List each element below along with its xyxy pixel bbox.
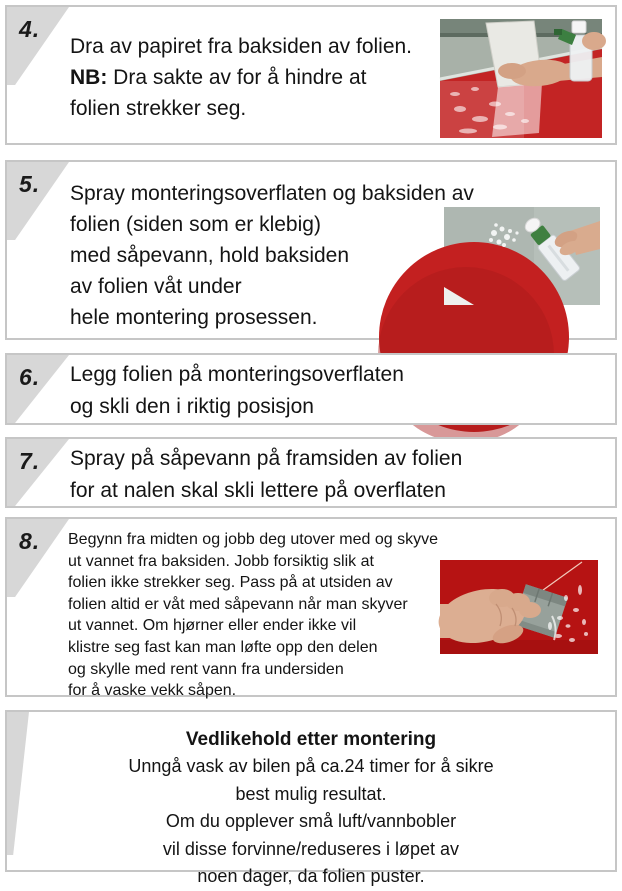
maintenance-line: vil disse forvinne/reduseres i løpet av (162, 838, 460, 859)
maintenance-line: noen dager, da folien puster. (197, 866, 425, 886)
step-5-photo-spraying-fender (444, 207, 600, 305)
step-8-number: 8. (19, 528, 41, 554)
maintenance-box (5, 710, 617, 886)
step-5-line: Spray monteringsoverflaten og baksiden av (70, 182, 474, 205)
step-5-line: folien (siden som er klebig) (70, 213, 321, 236)
step-7-line: Spray på såpevann på framsiden av folien (70, 447, 463, 470)
step-4-line: Dra av papiret fra baksiden av folien. (70, 35, 413, 58)
step-5-number: 5. (19, 171, 41, 197)
step-8-line: og skylle med rent vann fra undersiden (68, 660, 344, 678)
step-4-line: folien strekker seg. (70, 97, 247, 120)
step-4-text (70, 31, 412, 124)
maintenance-text (7, 726, 615, 891)
step-6-line: Legg folien på monteringsoverflaten (70, 363, 404, 386)
maintenance-title: Vedlikehold etter montering (185, 729, 437, 750)
step-7-text (70, 443, 462, 507)
step-4-number: 4. (19, 16, 41, 42)
step-8-box (5, 517, 617, 700)
step-5-line: hele montering prosessen. (70, 306, 318, 329)
step-6-box (5, 353, 617, 425)
step-7-number: 7. (19, 448, 41, 474)
step-7-box (5, 437, 617, 508)
maintenance-line: Unngå vask av bilen på ca.24 timer for å sikre (128, 756, 494, 776)
step-8-line: klistre seg fast kan man løfte opp den delen (68, 638, 378, 656)
step-8-line: folien ikke strekker seg. Pass på at utsiden av (68, 574, 393, 592)
step-4-photo-peeling-backing (440, 19, 602, 138)
step-5-line: med såpevann, hold baksiden (70, 244, 350, 267)
step-5-box (5, 160, 617, 340)
nb-label: NB: (70, 66, 108, 89)
step-5-line: av folien våt under (70, 275, 242, 298)
step-8-line: Begynn fra midten og jobb deg utover med og skyve (68, 531, 438, 548)
maintenance-line: best mulig resultat. (235, 783, 387, 804)
step-6-text (70, 359, 404, 423)
step-8-line: for å vaske vekk såpen. (68, 682, 237, 700)
step-8-photo-squeegee (440, 560, 598, 654)
step-4-box (5, 5, 617, 145)
step-6-line: og skli den i riktig posisjon (70, 395, 314, 418)
step-8-line: ut vannet fra baksiden. Jobb forsiktig slik at (68, 552, 374, 570)
step-8-line: folien altid er våt med såpevann når man skyver (68, 595, 408, 613)
step-8-text (68, 529, 438, 702)
maintenance-line: Om du opplever små luft/vannbobler (165, 811, 457, 831)
step-6-number: 6. (19, 364, 41, 390)
step-4-line: NB: Dra sakte av for å hindre at (70, 66, 367, 89)
step-8-line: ut vannet. Om hjørner eller ender ikke vil (68, 617, 357, 635)
step-7-line: for at nalen skal skli lettere på overflaten (70, 479, 446, 502)
